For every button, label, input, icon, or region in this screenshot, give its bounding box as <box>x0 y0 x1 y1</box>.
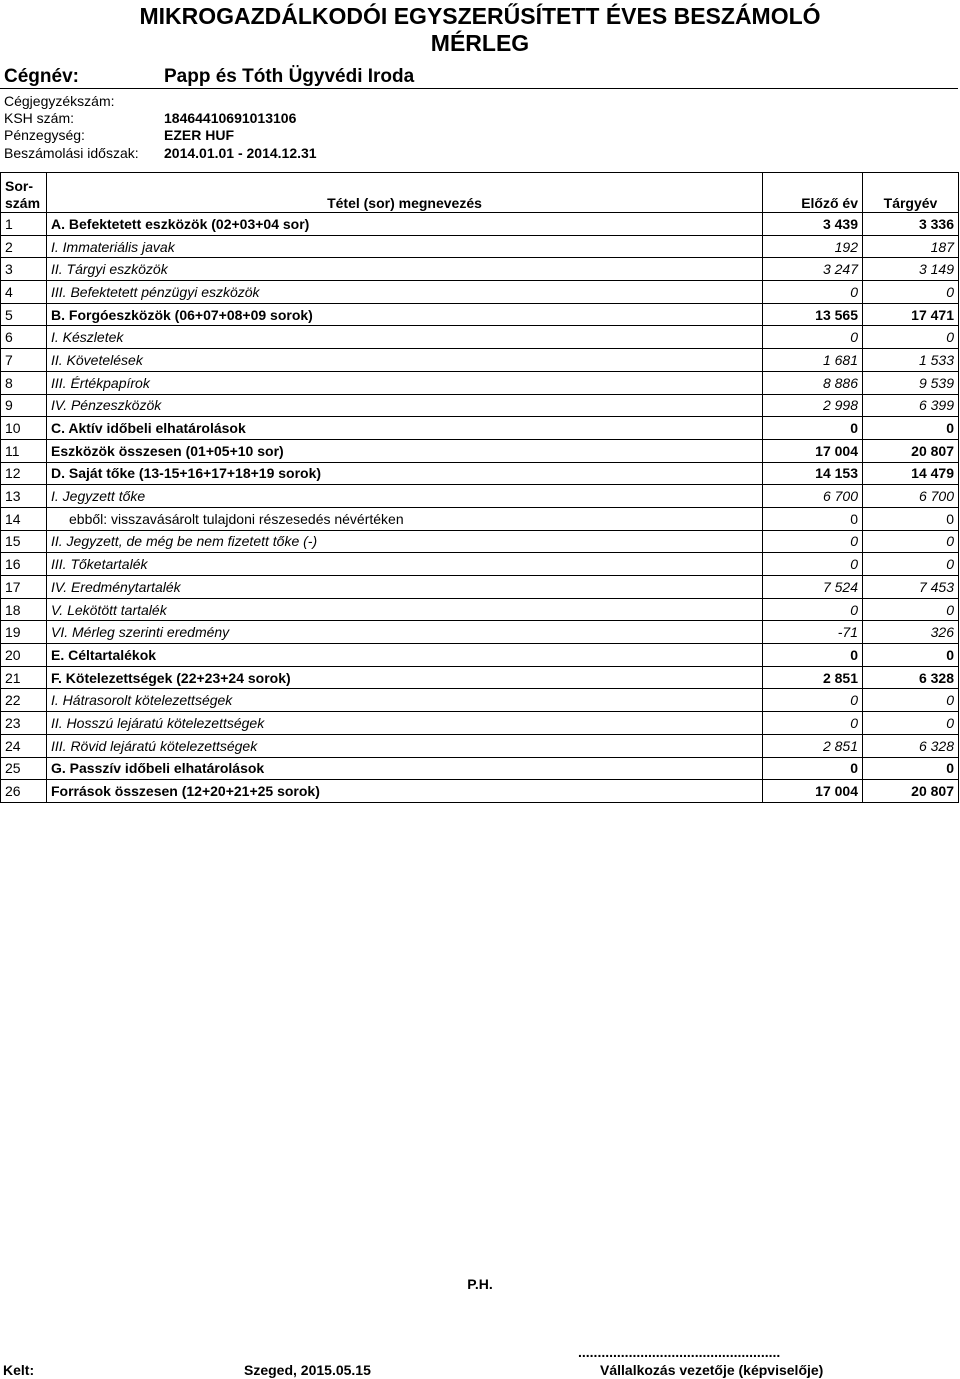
report-subtitle: MÉRLEG <box>430 30 530 56</box>
row-previous-year-value: 0 <box>763 326 863 349</box>
row-number: 22 <box>1 689 47 712</box>
row-current-year-value: 6 700 <box>863 485 959 508</box>
row-previous-year-value: 0 <box>763 553 863 576</box>
table-row <box>1 326 959 349</box>
table-row <box>1 644 959 667</box>
row-number: 23 <box>1 712 47 735</box>
row-previous-year-value: 3 247 <box>763 258 863 281</box>
table-header-row <box>1 173 959 213</box>
row-current-year-value: 6 328 <box>863 734 959 757</box>
row-item-name: III. Tőketartalék <box>47 553 763 576</box>
table-row <box>1 598 959 621</box>
row-current-year-value: 20 807 <box>863 439 959 462</box>
row-current-year-value: 9 539 <box>863 371 959 394</box>
table-row <box>1 371 959 394</box>
row-previous-year-value: 0 <box>763 417 863 440</box>
table-row <box>1 439 959 462</box>
row-current-year-value: 3 336 <box>863 213 959 236</box>
table-row <box>1 621 959 644</box>
row-number: 21 <box>1 666 47 689</box>
row-item-name: I. Jegyzett tőke <box>47 485 763 508</box>
row-current-year-value: 326 <box>863 621 959 644</box>
row-item-name: II. Tárgyi eszközök <box>47 258 763 281</box>
table-row <box>1 530 959 553</box>
row-previous-year-value: 0 <box>763 530 863 553</box>
header-previous-year: Előző év <box>763 173 863 213</box>
table-row <box>1 757 959 780</box>
row-number: 10 <box>1 417 47 440</box>
row-current-year-value: 0 <box>863 507 959 530</box>
row-number: 14 <box>1 507 47 530</box>
row-previous-year-value: 14 153 <box>763 462 863 485</box>
table-row <box>1 507 959 530</box>
table-row <box>1 689 959 712</box>
row-number: 6 <box>1 326 47 349</box>
company-divider <box>0 88 958 89</box>
row-current-year-value: 6 328 <box>863 666 959 689</box>
row-item-name: IV. Eredménytartalék <box>47 576 763 599</box>
row-current-year-value: 0 <box>863 644 959 667</box>
row-previous-year-value: 3 439 <box>763 213 863 236</box>
ksh-number-label: KSH szám: <box>4 110 75 126</box>
stamp-placeholder: P.H. <box>467 1276 493 1292</box>
table-row <box>1 281 959 304</box>
row-current-year-value: 1 533 <box>863 349 959 372</box>
row-item-name: F. Kötelezettségek (22+23+24 sorok) <box>47 666 763 689</box>
row-number: 9 <box>1 394 47 417</box>
row-previous-year-value: 6 700 <box>763 485 863 508</box>
row-previous-year-value: 17 004 <box>763 780 863 803</box>
company-label: Cégnév: <box>4 66 79 87</box>
row-item-name: B. Forgóeszközök (06+07+08+09 sorok) <box>47 303 763 326</box>
table-row <box>1 666 959 689</box>
row-item-name: Források összesen (12+20+21+25 sorok) <box>47 780 763 803</box>
row-item-name: III. Rövid lejáratú kötelezettségek <box>47 734 763 757</box>
row-current-year-value: 14 479 <box>863 462 959 485</box>
table-row <box>1 349 959 372</box>
row-item-name: D. Saját tőke (13-15+16+17+18+19 sorok) <box>47 462 763 485</box>
row-item-name: I. Immateriális javak <box>47 235 763 258</box>
row-current-year-value: 7 453 <box>863 576 959 599</box>
table-row <box>1 258 959 281</box>
header-current-year: Tárgyév <box>863 173 959 213</box>
date-label: Kelt: <box>3 1362 35 1378</box>
table-row <box>1 303 959 326</box>
row-item-name: E. Céltartalékok <box>47 644 763 667</box>
ksh-number-value: 18464410691013106 <box>164 110 297 126</box>
row-item-name: V. Lekötött tartalék <box>47 598 763 621</box>
table-row <box>1 553 959 576</box>
header-row-number <box>1 173 47 213</box>
table-row <box>1 462 959 485</box>
row-number: 26 <box>1 780 47 803</box>
row-current-year-value: 0 <box>863 417 959 440</box>
row-number: 18 <box>1 598 47 621</box>
row-number: 4 <box>1 281 47 304</box>
row-current-year-value: 0 <box>863 712 959 735</box>
row-item-name: A. Befektetett eszközök (02+03+04 sor) <box>47 213 763 236</box>
table-row <box>1 734 959 757</box>
row-number: 24 <box>1 734 47 757</box>
currency-label: Pénzegység: <box>4 127 85 143</box>
table-row <box>1 485 959 508</box>
row-number: 13 <box>1 485 47 508</box>
row-number: 25 <box>1 757 47 780</box>
row-previous-year-value: 1 681 <box>763 349 863 372</box>
row-item-name: Eszközök összesen (01+05+10 sor) <box>47 439 763 462</box>
balance-sheet-table <box>0 172 959 803</box>
row-previous-year-value: 2 851 <box>763 734 863 757</box>
registry-number-label: Cégjegyzékszám: <box>4 93 115 109</box>
row-previous-year-value: 17 004 <box>763 439 863 462</box>
row-previous-year-value: 2 998 <box>763 394 863 417</box>
row-current-year-value: 20 807 <box>863 780 959 803</box>
row-current-year-value: 0 <box>863 530 959 553</box>
table-row <box>1 235 959 258</box>
signature-line: .................................................... <box>578 1344 781 1360</box>
row-item-name: IV. Pénzeszközök <box>47 394 763 417</box>
row-previous-year-value: -71 <box>763 621 863 644</box>
row-item-name: I. Készletek <box>47 326 763 349</box>
table-row <box>1 780 959 803</box>
row-number: 12 <box>1 462 47 485</box>
row-number: 5 <box>1 303 47 326</box>
row-current-year-value: 0 <box>863 598 959 621</box>
row-item-name: ebből: visszavásárolt tulajdoni részesedés névértéken <box>47 507 763 530</box>
row-previous-year-value: 0 <box>763 757 863 780</box>
row-number: 2 <box>1 235 47 258</box>
report-title: MIKROGAZDÁLKODÓI EGYSZERŰSÍTETT ÉVES BESZÁMOLÓ <box>139 3 821 29</box>
row-number: 1 <box>1 213 47 236</box>
row-previous-year-value: 0 <box>763 644 863 667</box>
company-name: Papp és Tóth Ügyvédi Iroda <box>164 66 415 87</box>
row-number: 15 <box>1 530 47 553</box>
header-row-number-line2: szám <box>5 195 41 211</box>
row-number: 16 <box>1 553 47 576</box>
row-current-year-value: 0 <box>863 281 959 304</box>
row-number: 11 <box>1 439 47 462</box>
table-row <box>1 213 959 236</box>
row-previous-year-value: 0 <box>763 712 863 735</box>
row-item-name: III. Értékpapírok <box>47 371 763 394</box>
date-place-value: Szeged, 2015.05.15 <box>244 1362 371 1378</box>
row-previous-year-value: 0 <box>763 507 863 530</box>
row-current-year-value: 187 <box>863 235 959 258</box>
row-previous-year-value: 2 851 <box>763 666 863 689</box>
row-item-name: I. Hátrasorolt kötelezettségek <box>47 689 763 712</box>
row-number: 20 <box>1 644 47 667</box>
row-number: 8 <box>1 371 47 394</box>
header-item-name: Tétel (sor) megnevezés <box>47 173 763 213</box>
row-previous-year-value: 8 886 <box>763 371 863 394</box>
row-previous-year-value: 0 <box>763 598 863 621</box>
row-item-name: II. Jegyzett, de még be nem fizetett tőke (-) <box>47 530 763 553</box>
row-item-name: C. Aktív időbeli elhatárolások <box>47 417 763 440</box>
row-number: 3 <box>1 258 47 281</box>
table-row <box>1 576 959 599</box>
row-previous-year-value: 0 <box>763 281 863 304</box>
row-current-year-value: 6 399 <box>863 394 959 417</box>
row-previous-year-value: 7 524 <box>763 576 863 599</box>
row-item-name: G. Passzív időbeli elhatárolások <box>47 757 763 780</box>
row-item-name: II. Hosszú lejáratú kötelezettségek <box>47 712 763 735</box>
row-number: 7 <box>1 349 47 372</box>
row-previous-year-value: 0 <box>763 689 863 712</box>
row-item-name: III. Befektetett pénzügyi eszközök <box>47 281 763 304</box>
row-current-year-value: 17 471 <box>863 303 959 326</box>
table-row <box>1 712 959 735</box>
row-current-year-value: 0 <box>863 326 959 349</box>
currency-value: EZER HUF <box>164 127 234 143</box>
table-row <box>1 394 959 417</box>
row-number: 17 <box>1 576 47 599</box>
row-number: 19 <box>1 621 47 644</box>
row-current-year-value: 3 149 <box>863 258 959 281</box>
row-current-year-value: 0 <box>863 689 959 712</box>
row-previous-year-value: 13 565 <box>763 303 863 326</box>
signature-caption: Vállalkozás vezetője (képviselője) <box>600 1362 824 1378</box>
header-row-number-line1: Sor- <box>5 178 33 194</box>
row-current-year-value: 0 <box>863 553 959 576</box>
row-item-name: VI. Mérleg szerinti eredmény <box>47 621 763 644</box>
period-label: Beszámolási időszak: <box>4 145 139 161</box>
table-row <box>1 417 959 440</box>
row-previous-year-value: 192 <box>763 235 863 258</box>
row-current-year-value: 0 <box>863 757 959 780</box>
period-value: 2014.01.01 - 2014.12.31 <box>164 145 317 161</box>
row-item-name: II. Követelések <box>47 349 763 372</box>
